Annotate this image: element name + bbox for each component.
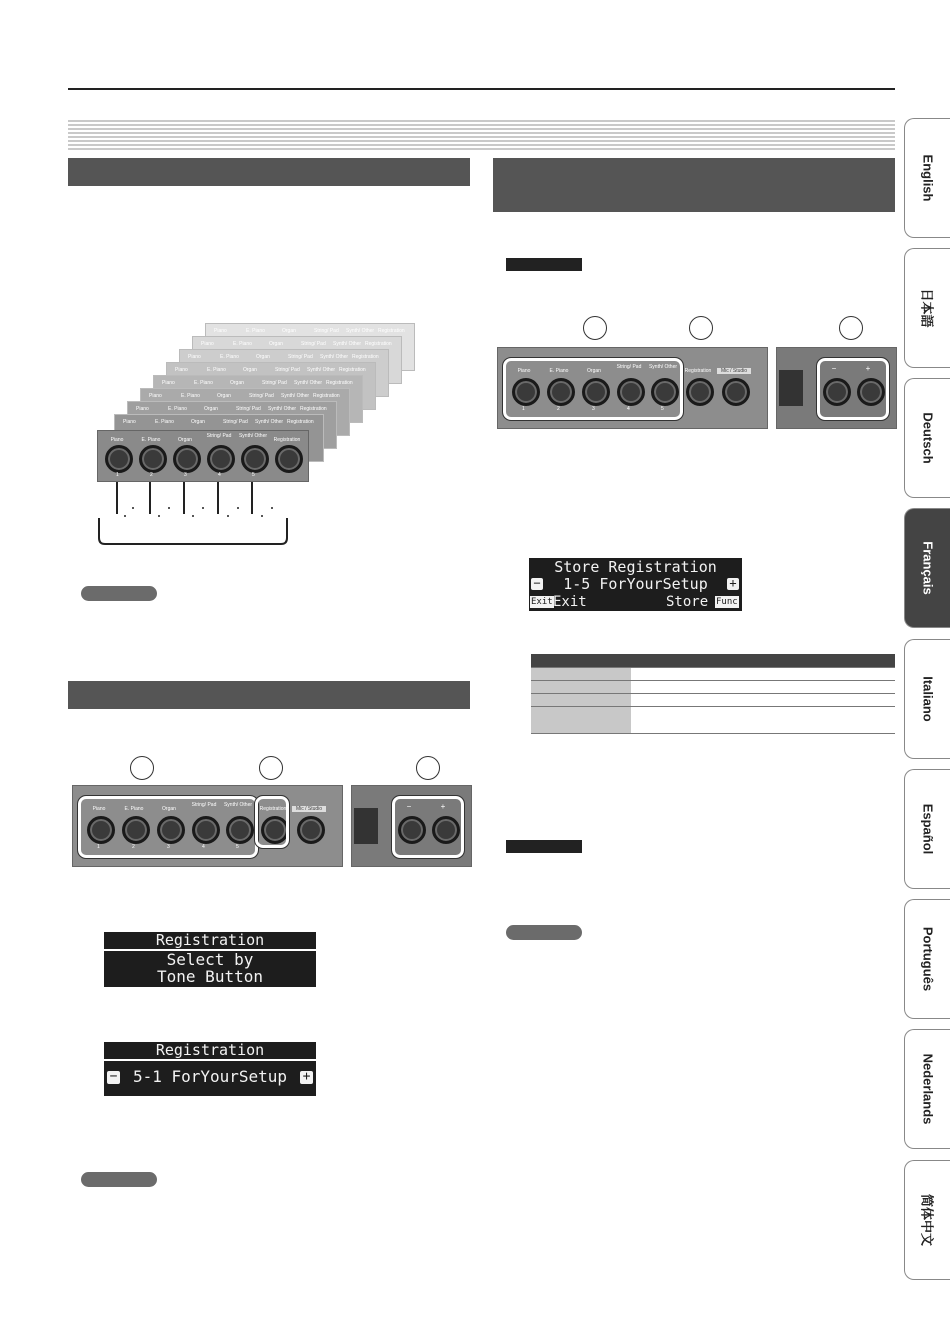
memo-tag-1	[506, 258, 582, 271]
num-1b: 1	[97, 844, 100, 850]
label-synth-3: Synth/ Other	[648, 364, 678, 370]
label-registration: Registration	[273, 437, 301, 443]
sheet-label: Synth/ Other	[268, 406, 297, 412]
memo-pill-1	[81, 586, 157, 601]
sheet-label: Organ	[243, 367, 257, 373]
language-tab-label: Deutsch	[920, 412, 936, 464]
sheet-label: Piano	[162, 380, 175, 386]
num-4b: 4	[202, 844, 205, 850]
memo-pill-3	[506, 925, 582, 940]
minus-label: −	[406, 802, 412, 811]
mic-studio-button-2[interactable]	[722, 378, 750, 406]
sheet-label: Piano	[214, 328, 227, 334]
lcd3-exit-key: Exit	[531, 597, 553, 607]
sheet-label: Organ	[256, 354, 270, 360]
sheet-label: Piano	[123, 419, 136, 425]
sheet-label: String/ Pad	[314, 328, 339, 334]
header-rule	[68, 88, 895, 90]
language-tab-label: Português	[920, 926, 936, 992]
sheet-label: E. Piano	[220, 354, 239, 360]
lcd3-exit-label: Exit	[553, 594, 587, 610]
num-2b: 2	[132, 844, 135, 850]
lcd2-value: 5-1 ForYourSetup	[132, 1067, 288, 1086]
section-header-left-1	[68, 158, 470, 186]
sheet-label: Registration	[326, 380, 353, 386]
lcd1-title: Registration	[104, 932, 316, 951]
minus-button-2[interactable]	[823, 378, 851, 406]
string-button[interactable]	[207, 445, 235, 473]
label-mic-studio: Mic / Studio	[292, 806, 326, 812]
sheet-label: Synth/ Other	[281, 393, 310, 399]
lcd2-minus-icon: −	[107, 1071, 120, 1084]
sheet-label: Registration	[300, 406, 327, 412]
language-tab-4[interactable]	[904, 508, 950, 628]
lcd1-line3: Tone Button	[157, 967, 263, 986]
label-epiano-3: E. Piano	[549, 368, 569, 374]
label-epiano-2: E. Piano	[124, 806, 144, 812]
number-4: 4	[218, 472, 221, 478]
sheet-label: Piano	[149, 393, 162, 399]
lcd-store-registration	[529, 558, 742, 611]
piano-button[interactable]	[105, 445, 133, 473]
language-tab-label: Español	[920, 803, 936, 855]
callout-3	[416, 756, 440, 780]
number-5: 5	[252, 472, 255, 478]
minus-label-2: −	[831, 364, 837, 373]
num-3c: 3	[592, 406, 595, 412]
sheet-label: Registration	[365, 341, 392, 347]
language-tab-label: 日本語	[919, 288, 935, 328]
number-3: 3	[184, 472, 187, 478]
sheet-label: Synth/ Other	[346, 328, 375, 334]
sheet-label: String/ Pad	[301, 341, 326, 347]
registration-front-panel	[97, 430, 309, 482]
sheet-label: Organ	[230, 380, 244, 386]
sheet-label: E. Piano	[207, 367, 226, 373]
sheet-label: Organ	[269, 341, 283, 347]
number-2: 2	[150, 472, 153, 478]
registration-button-3[interactable]	[686, 378, 714, 406]
minus-button[interactable]	[398, 816, 426, 844]
registration-button[interactable]	[275, 445, 303, 473]
language-tab-2[interactable]	[904, 248, 950, 368]
mic-studio-button[interactable]	[297, 816, 325, 844]
label-string-3: String/ Pad	[616, 364, 642, 370]
lcd2-plus-icon: +	[300, 1071, 313, 1084]
sheet-label: E. Piano	[155, 419, 174, 425]
label-synth-2: Synth/ Other	[223, 802, 253, 808]
sheet-label: Registration	[352, 354, 379, 360]
label-piano-3: Piano	[517, 368, 531, 374]
control-panel-right	[351, 785, 472, 867]
language-tab-label: Nederlands	[920, 1053, 936, 1125]
page-title-band	[68, 118, 895, 150]
sheet-label: Piano	[175, 367, 188, 373]
lcd2-title: Registration	[104, 1042, 316, 1061]
sheet-label: String/ Pad	[236, 406, 261, 412]
sheet-label: Synth/ Other	[307, 367, 336, 373]
lcd3-plus-icon: +	[727, 578, 739, 590]
language-tab-6[interactable]	[904, 769, 950, 889]
label-synth: Synth/ Other	[238, 433, 268, 439]
num-3b: 3	[167, 844, 170, 850]
sheet-label: String/ Pad	[288, 354, 313, 360]
label-registration-3: Registration	[684, 368, 712, 374]
sheet-label: Organ	[204, 406, 218, 412]
organ-button[interactable]	[173, 445, 201, 473]
sheet-label: Synth/ Other	[333, 341, 362, 347]
label-string-2: String/ Pad	[191, 802, 217, 808]
sheet-label: Registration	[287, 419, 314, 425]
callout-5	[689, 316, 713, 340]
language-tab-9[interactable]	[904, 1160, 950, 1280]
label-organ-3: Organ	[587, 368, 601, 374]
label-piano: Piano	[110, 437, 124, 443]
number-1: 1	[116, 472, 119, 478]
epiano-button[interactable]	[139, 445, 167, 473]
synth-button[interactable]	[241, 445, 269, 473]
lcd-select-by-tone	[104, 932, 316, 987]
sheet-label: Organ	[282, 328, 296, 334]
label-piano-2: Piano	[92, 806, 106, 812]
label-registration-2: Registration	[259, 806, 287, 812]
label-mic-studio-2: Mic / Studio	[717, 368, 751, 374]
plus-button[interactable]	[432, 816, 460, 844]
sheet-label: Piano	[136, 406, 149, 412]
language-tab-8[interactable]	[904, 1029, 950, 1149]
language-tab-label: Italiano	[920, 676, 936, 722]
sheet-label: Piano	[201, 341, 214, 347]
lcd3-func-key: Func	[716, 597, 738, 607]
sheet-label: E. Piano	[246, 328, 265, 334]
memory-bracket-diagram	[95, 480, 295, 550]
num-5c: 5	[661, 406, 664, 412]
sheet-label: Organ	[191, 419, 205, 425]
sheet-label: String/ Pad	[275, 367, 300, 373]
sheet-label: Registration	[339, 367, 366, 373]
callout-2	[259, 756, 283, 780]
lcd-registration-select	[104, 1042, 316, 1096]
lcd3-minus-icon: −	[531, 578, 543, 590]
registration-highlight	[255, 796, 289, 848]
lcd3-store-label: Store	[666, 594, 709, 610]
sheet-label: E. Piano	[194, 380, 213, 386]
sheet-label: String/ Pad	[262, 380, 287, 386]
sheet-label: Synth/ Other	[294, 380, 323, 386]
plus-label: +	[440, 802, 446, 811]
language-tab-label: Français	[920, 541, 936, 595]
callout-4	[583, 316, 607, 340]
language-tab-7[interactable]	[904, 899, 950, 1019]
memo-pill-2	[81, 1172, 157, 1187]
label-organ: Organ	[178, 437, 192, 443]
plus-label-2: +	[865, 364, 871, 373]
sheet-label: E. Piano	[233, 341, 252, 347]
sheet-label: E. Piano	[181, 393, 200, 399]
section-header-left-2	[68, 681, 470, 709]
plus-button-2[interactable]	[857, 378, 885, 406]
tone-buttons-highlight	[78, 796, 258, 858]
parameter-table	[531, 654, 895, 734]
sheet-label: String/ Pad	[223, 419, 248, 425]
lcd3-title: Store Registration	[554, 558, 717, 576]
lcd3-value: 1-5 ForYourSetup	[563, 575, 708, 593]
label-epiano: E. Piano	[141, 437, 161, 443]
display-window	[354, 808, 378, 844]
control-panel-right-2	[776, 347, 897, 429]
label-string: String/ Pad	[206, 433, 232, 439]
sheet-label: E. Piano	[168, 406, 187, 412]
sheet-label: Organ	[217, 393, 231, 399]
sheet-label: Piano	[188, 354, 201, 360]
tone-buttons-highlight-2	[503, 358, 683, 420]
num-4c: 4	[627, 406, 630, 412]
num-5b: 5	[236, 844, 239, 850]
language-tab-label: 简体中文	[919, 1193, 935, 1247]
sheet-label: Synth/ Other	[320, 354, 349, 360]
label-organ-2: Organ	[162, 806, 176, 812]
callout-6	[839, 316, 863, 340]
control-panel-left-2	[497, 347, 768, 429]
num-1c: 1	[522, 406, 525, 412]
num-2c: 2	[557, 406, 560, 412]
language-tab-1[interactable]	[904, 118, 950, 238]
section-header-right-1	[493, 158, 895, 212]
language-tab-5[interactable]	[904, 639, 950, 759]
sheet-label: String/ Pad	[249, 393, 274, 399]
memo-tag-2	[506, 840, 582, 853]
language-tab-label: English	[920, 154, 936, 202]
control-panel-left	[72, 785, 343, 867]
sheet-label: Registration	[378, 328, 405, 334]
lcd1-line2: Select by	[166, 950, 254, 969]
display-window-2	[779, 370, 803, 406]
sheet-label: Synth/ Other	[255, 419, 284, 425]
sheet-label: Registration	[313, 393, 340, 399]
callout-1	[130, 756, 154, 780]
language-tab-3[interactable]	[904, 378, 950, 498]
